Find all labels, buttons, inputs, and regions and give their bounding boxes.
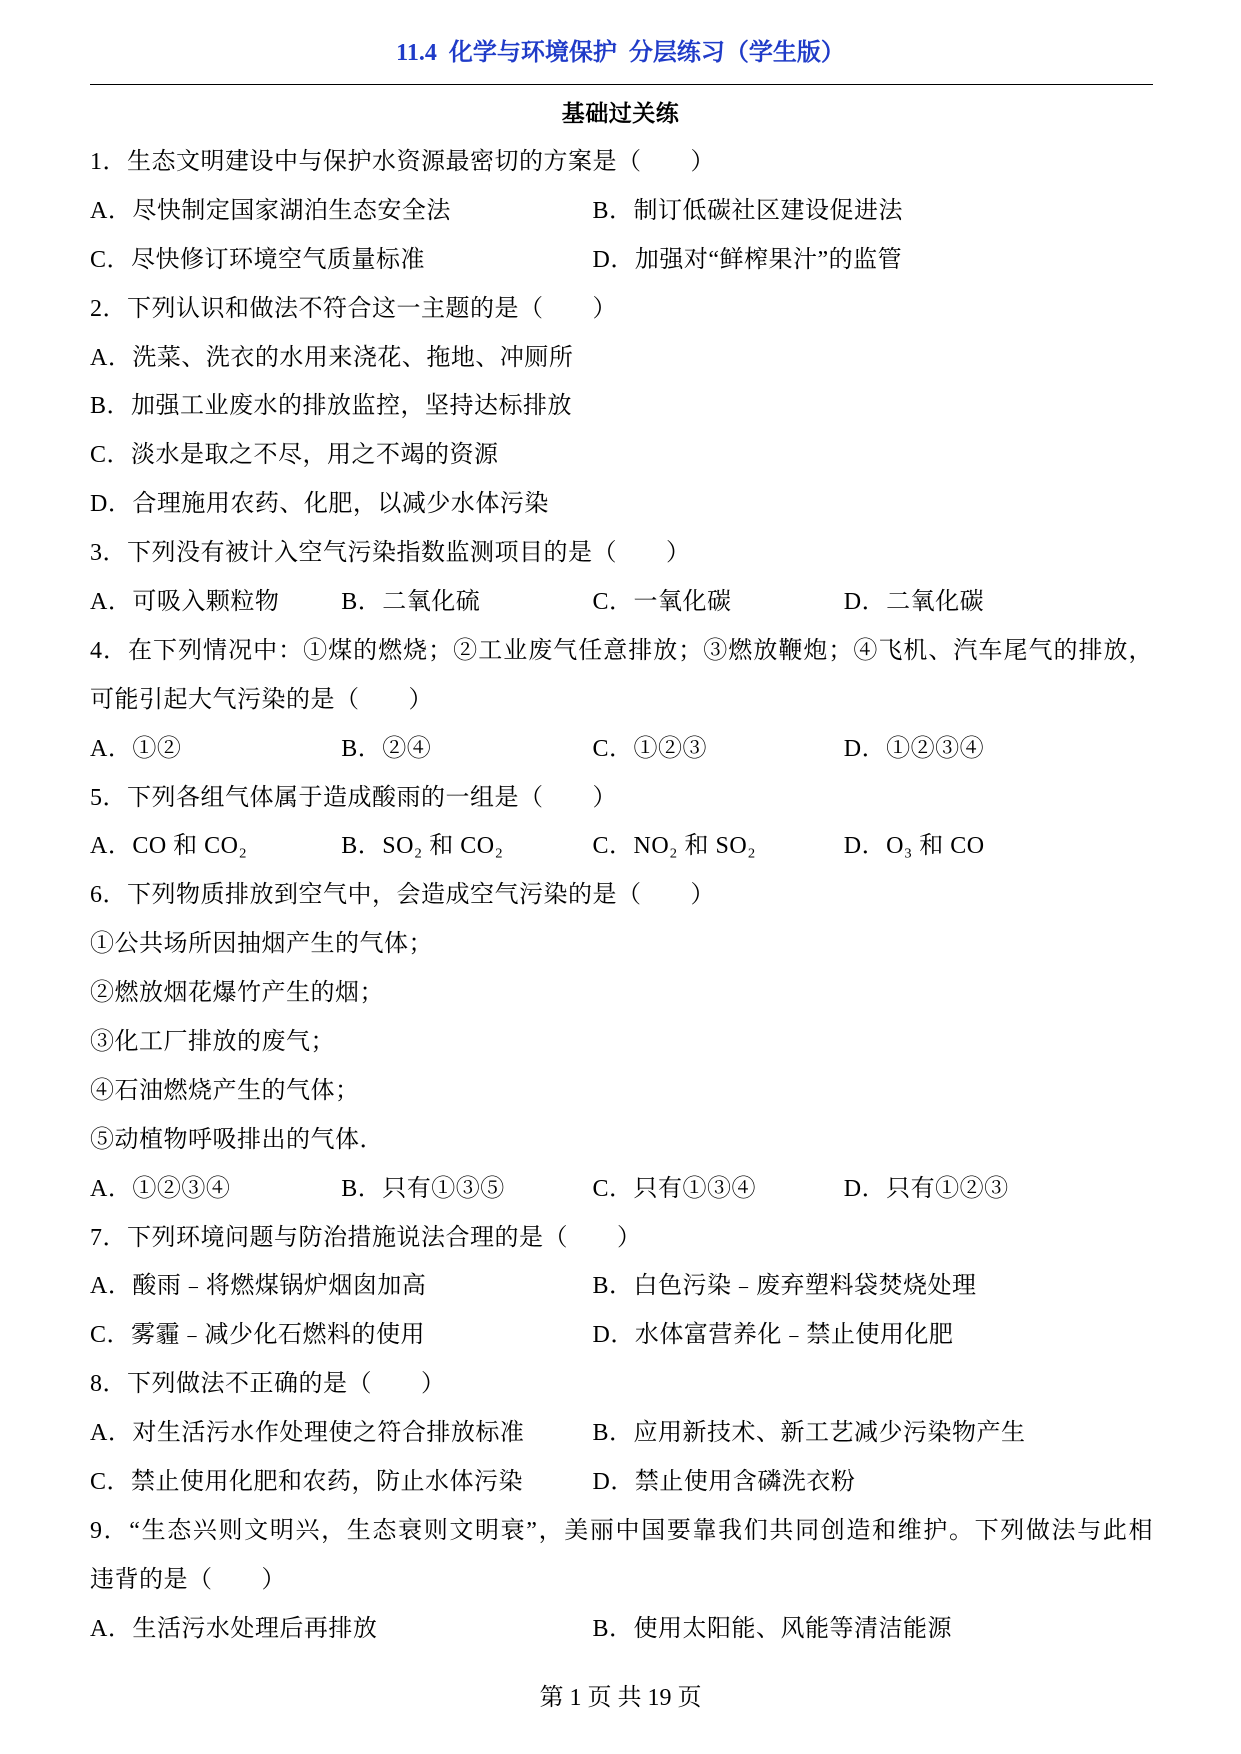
option-row [90,1458,1153,1507]
option: B．只有①③⑤ [341,1175,505,1202]
option: D．禁止使用含磷洗衣粉 [592,1469,856,1496]
question-stem: 7．下列环境问题与防治措施说法合理的是（ ） [90,1224,642,1251]
option: A．生活污水处理后再排放 [90,1615,378,1642]
option: C．NO₂ 和 SO₂ [592,833,757,860]
option: B．使用太阳能、风能等清洁能源 [592,1615,953,1642]
option: B．制订低碳社区建设促进法 [592,197,904,224]
question-list [90,138,1153,1654]
option: A．尽快制定国家湖泊生态安全法 [90,197,451,224]
option-row [90,1409,1153,1458]
option: A．洗菜、洗衣的水用来浇花、拖地、冲厕所 [90,344,574,371]
option-row [90,1605,1153,1654]
option-row [90,1311,1153,1360]
option: A．CO 和 CO₂ [90,833,248,860]
option: C．一氧化碳 [592,589,732,616]
option-row [90,1262,1153,1311]
option: D．合理施用农药、化肥，以减少水体污染 [90,491,549,518]
option: D．二氧化碳 [843,589,985,616]
option: A．酸雨﹣将燃煤锅炉烟囱加高 [90,1273,427,1300]
numbered-item: ③化工厂排放的废气； [90,1029,335,1056]
question-stem: 9．“生态兴则文明兴，生态衰则文明衰”，美丽中国要靠我们共同创造和维护。下列做法与此相 [90,1517,1153,1544]
question-stem-continued: 可能引起大气污染的是（ ） [90,686,433,713]
option: B．二氧化硫 [341,589,481,616]
question-stem: 4．在下列情况中：①煤的燃烧；②工业废气任意排放；③燃放鞭炮；④飞机、汽车尾气的排放， [90,637,1153,664]
page-number: 第 1 页 共 19 页 [539,1685,702,1711]
option: C．只有①③④ [592,1175,757,1202]
document-title: 11.4 化学与环境保护 分层练习（学生版） [396,40,845,66]
numbered-item: ⑤动植物呼吸排出的气体． [90,1126,384,1153]
option-row [90,578,1153,627]
option: C．禁止使用化肥和农药，防止水体污染 [90,1469,524,1496]
question-stem: 1．生态文明建设中与保护水资源最密切的方案是（ ） [90,149,715,175]
option: D．只有①②③ [843,1175,1009,1202]
question-stem: 3．下列没有被计入空气污染指数监测项目的是（ ） [90,540,691,567]
option: C．尽快修订环境空气质量标准 [90,246,426,273]
option: A．①②③④ [90,1175,231,1202]
option: C．淡水是取之不尽，用之不竭的资源 [90,442,499,469]
question-stem: 5．下列各组气体属于造成酸雨的一组是（ ） [90,784,617,811]
numbered-item: ①公共场所因抽烟产生的气体； [90,931,433,958]
option: D．加强对“鲜榨果汁”的监管 [592,246,903,273]
option-row [90,822,1153,871]
option: A．①② [90,735,182,762]
option-row [90,725,1153,774]
numbered-item: ②燃放烟花爆竹产生的烟； [90,980,384,1007]
option: D．①②③④ [843,735,985,762]
option: C．雾霾﹣减少化石燃料的使用 [90,1322,426,1349]
option: B．应用新技术、新工艺减少污染物产生 [592,1420,1026,1447]
numbered-item: ④石油燃烧产生的气体； [90,1077,360,1104]
option: A．可吸入颗粒物 [90,589,280,616]
option: B．加强工业废水的排放监控，坚持达标排放 [90,393,573,420]
question-stem: 6．下列物质排放到空气中，会造成空气污染的是（ ） [90,882,715,909]
option: C．①②③ [592,735,708,762]
option-row [90,1165,1153,1214]
header-divider [90,84,1153,85]
option: A．对生活污水作处理使之符合排放标准 [90,1420,525,1447]
option: B．SO₂ 和 CO₂ [341,833,504,860]
option: B．②④ [341,735,432,762]
section-title: 基础过关练 [561,101,680,126]
option-row [90,187,1153,236]
question-stem: 8．下列做法不正确的是（ ） [90,1371,446,1398]
question-stem: 2．下列认识和做法不符合这一主题的是（ ） [90,295,617,322]
question-stem-continued: 违背的是（ ） [90,1566,286,1593]
option: D．水体富营养化﹣禁止使用化肥 [592,1322,954,1349]
option: B．白色污染﹣废弃塑料袋焚烧处理 [592,1273,977,1300]
option: D．O₃ 和 CO [843,833,985,860]
option-row [90,236,1153,285]
